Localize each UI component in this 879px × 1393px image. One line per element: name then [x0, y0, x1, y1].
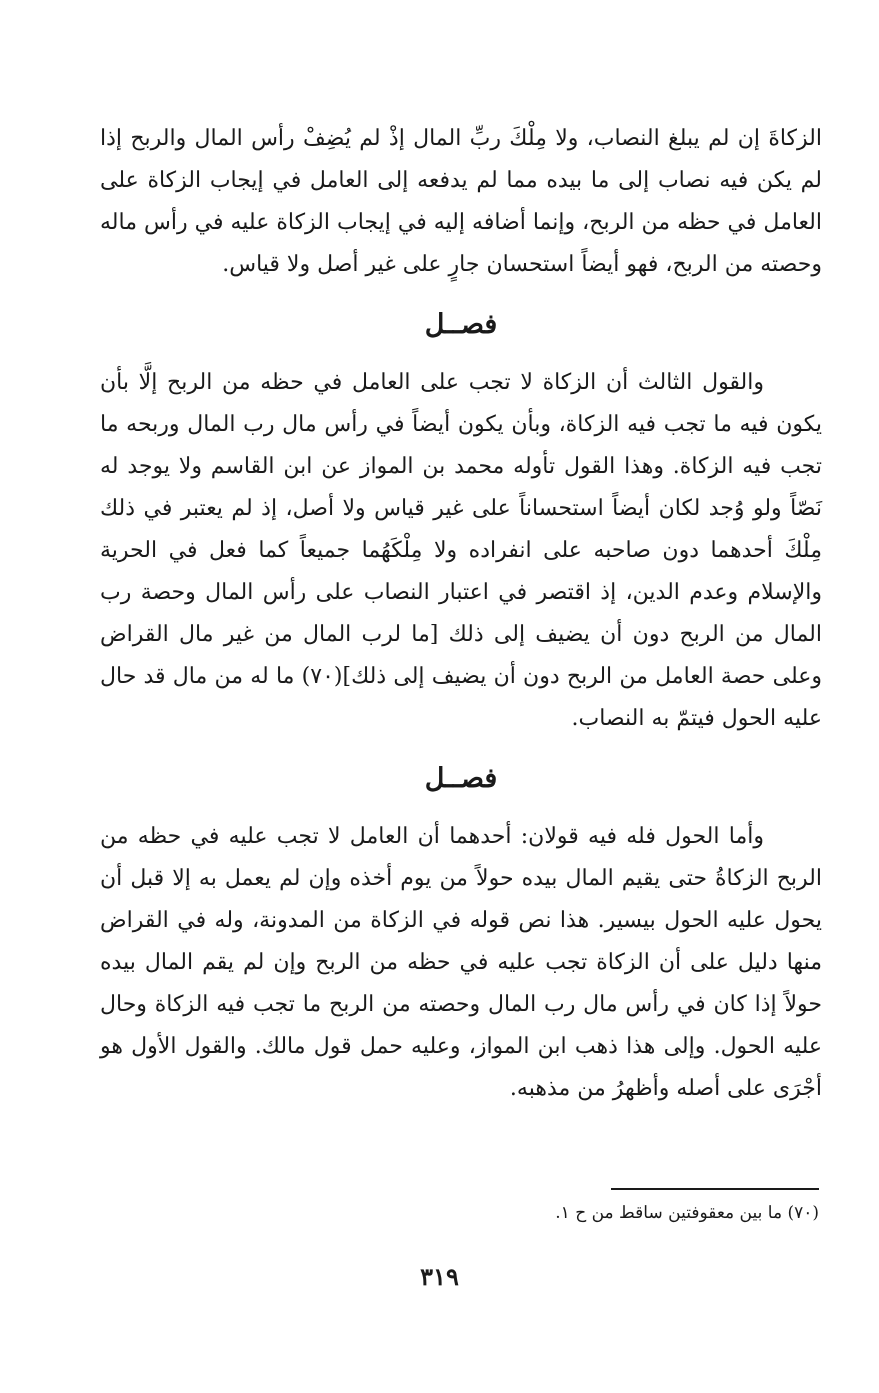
section-paragraph: وأما الحول فله فيه قولان: أحدهما أن العامل لا تجب عليه في حظه من الربح الزكاةُ حتى يقيم المال بيده حولاً من يوم أخذه وإن لم يعمل به إلا قبل أن يحول عليه الحول بيسير. هذا نص قوله في الزكاة من المدونة، وله في القراض منها دليل على أن الزكاة تجب عليه في حظه من الربح وإن لم يقم المال بيده حولاً إذا كان في رأس مال رب المال وحصته من الربح ما تجب فيه الزكاة وحال عليه الحول. وإلى هذا ذهب ابن المواز، وعليه حمل قول مالك. والقول الأول هو أجْرَى على أصله وأظهرُ من مذهبه.: [100, 824, 822, 1101]
section-heading: فصــل: [424, 309, 498, 340]
page-number: ٣١٩: [420, 1262, 459, 1291]
section-paragraph: والقول الثالث أن الزكاة لا تجب على العامل في حظه من الربح إلَّا بأن يكون فيه ما تجب فيه الزكاة، وبأن يكون أيضاً في رأس مال رب المال وربحه ما تجب فيه الزكاة. وهذا القول تأوله محمد بن المواز عن ابن القاسم ولا يوجد له نَصّاً ولو وُجد لكان أيضاً استحساناً على غير قياس ولا أصل، إذ لم يعتبر في ذلك مِلْكَ أحدهما دون صاحبه على انفراده ولا مِلْكَهُما جميعاً كما فعل في الحرية والإسلام وعدم الدين، إذ اقتصر في اعتبار النصاب على رأس المال وحصة رب المال من الربح دون أن يضيف إلى ذلك [ما لرب المال من غير مال القراض وعلى حصة العامل من الربح دون أن يضيف إلى ذلك](٧٠) ما له من مال قد حال عليه الحول فيتمّ به النصاب.: [100, 370, 822, 731]
intro-paragraph: الزكاةَ إن لم يبلغ النصاب، ولا مِلْكَ ربِّ المال إذْ لم يُضِفْ رأس المال والربح إذا لم يكن فيه نصاب إلى ما بيده مما لم يدفعه إلى العامل في إيجاب الزكاة على العامل في حظه من الربح، وإنما أضافه إليه في إيجاب الزكاة عليه في رأس ماله وحصته من الربح، فهو أيضاً استحسان جارٍ على غير أصل ولا قياس.: [100, 126, 822, 277]
footnote-area: [97, 1188, 819, 1226]
footnote-divider: [611, 1188, 819, 1190]
section-heading: فصــل: [424, 763, 498, 794]
page-body: [100, 118, 822, 1110]
footnote-text: (٧٠) ما بين معقوفتين ساقط من ح ١.: [555, 1203, 819, 1223]
